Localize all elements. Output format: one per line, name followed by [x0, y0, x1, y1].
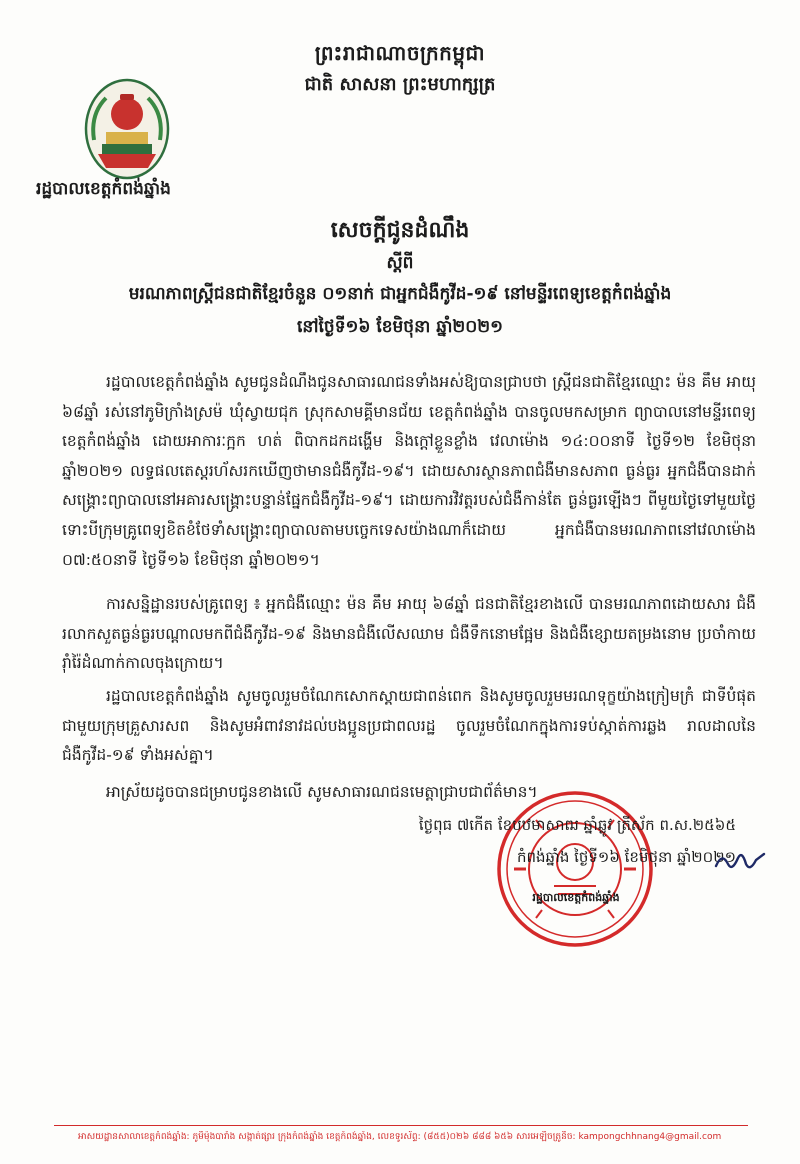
footer-address: អាសយដ្ឋានសាលាខេត្តកំពង់ឆ្នាំង: ភូមិម៉ុងបារាំង សង្កាត់ផ្សារ ក្រុងកំពង់ឆ្នាំង ខេត្តកំពង់ឆ្នាំង, លេខទូរស័ព្ទ: (៨៥៥)០២៦ ៨៨៨ ៦៥៦ សារអេឡិចត្រូនិច: kampongchhnang4@gmail.com — [78, 1132, 722, 1142]
seal-label: រដ្ឋបាលខេត្តកំពង់ឆ្នាំង — [532, 891, 620, 904]
document-subject-line-1: មរណភាពស្ត្រីជនជាតិខ្មែរចំនួន ០១នាក់ ជាអ្នកជំងឺកូវីដ-១៩ នៅមន្ទីរពេទ្យខេត្តកំពង់ឆ្នាំង — [128, 284, 672, 304]
kingdom-motto: ជាតិ សាសនា ព្រះមហាក្សត្រ — [304, 74, 496, 95]
lunar-date: ថ្ងៃពុធ ៧កើត ខែបឋមាសាឍ ឆ្នាំឆ្លូវ ត្រីស័ក ព.ស.២៥៦៥ — [418, 816, 736, 834]
document-subject-line-2: នៅថ្ងៃទី១៦ ខែមិថុនា ឆ្នាំ២០២១ — [296, 317, 504, 337]
body-paragraph-3: រដ្ឋបាលខេត្តកំពង់ឆ្នាំង សូមចូលរួមចំណែកសោកស្ដាយជាពន់ពេក និងសូមចូលរួមមរណទុក្ខយ៉ាងក្រៀមក្រំ ជាទីបំផុតជាមួយក្រុមគ្រួសារសព និងសូមអំពាវនាវដល់បងប្អូនប្រជាពលរដ្ឋ ចូលរួមចំណែកក្នុងការទប់ស្កាត់ការឆ្លង រាលដាលនៃជំងឺកូវីដ-១៩ ទាំងអស់គ្នា។ — [62, 687, 756, 765]
body-paragraph-1: រដ្ឋបាលខេត្តកំពង់ឆ្នាំង សូមជូនដំណឹងជូនសាធារណជនទាំងអស់ឱ្យបានជ្រាបថា ស្ត្រីជនជាតិខ្មែរឈ្មោះ ម៉ន គឹម អាយុ ៦៨ឆ្នាំ រស់នៅភូមិក្រាំងស្រម៉ ឃុំស្វាយជុក ស្រុកសាមគ្គីមានជ័យ ខេត្តកំពង់ឆ្នាំង បានចូលមកសម្រាក ព្យាបាលនៅមន្ទីរពេទ្យខេត្តកំពង់ឆ្នាំង ដោយអាការៈក្អក ហត់ ពិបាកដកដង្ហើម និងក្ដៅខ្លួនខ្លាំង វេលាម៉ោង ១៤:០០នាទី ថ្ងៃទី១២ ខែមិថុនា ឆ្នាំ២០២១ លទ្ធផលតេស្តរហ័សរកឃើញថាមានជំងឺកូវីដ-១៩។ ដោយសារស្ថានភាពជំងឺមានសភាព ធ្ងន់ធ្ងរ អ្នកជំងឺបានដាក់សង្គ្រោះព្យាបាលនៅអគារសង្គ្រោះបន្ទាន់ផ្នែកជំងឺកូវីដ-១៩។ ដោយការវិវត្តរបស់ជំងឺកាន់តែ ធ្ងន់ធ្ងរឡើងៗ ពីមួយថ្ងៃទៅមួយថ្ងៃ ទោះបីក្រុមគ្រូពេទ្យខិតខំថែទាំសង្គ្រោះព្យាបាលតាមបច្ចេកទេសយ៉ាងណាក៏ដោយ អ្នកជំងឺបានមរណភាពនៅវេលាម៉ោង ០៧:៥០នាទី ថ្ងៃទី១៦ ខែមិថុនា ឆ្នាំ២០២១។ — [62, 373, 756, 569]
kampong-chhnang-emblem-icon — [84, 78, 170, 180]
solar-date: កំពង់ឆ្នាំង ថ្ងៃទី១៦ ខែមិថុនា ឆ្នាំ២០២១ — [516, 848, 736, 866]
signature-icon — [712, 846, 768, 876]
document-title: សេចក្ដីជូនដំណឹង — [330, 218, 470, 243]
body-paragraph-4: អាស្រ័យដូចបានជម្រាបជូនខាងលើ សូមសាធារណជនមេត្តាជ្រាបជាព័ត៌មាន។ — [106, 783, 538, 801]
body-paragraph-2: ការសន្និដ្ឋានរបស់គ្រូពេទ្យ ៖ អ្នកជំងឺឈ្មោះ ម៉ន គឹម អាយុ ៦៨ឆ្នាំ ជនជាតិខ្មែរខាងលើ បានមរណភាពដោយសារ ជំងឺរលាកសួតធ្ងន់ធ្ងរបណ្ដាលមកពីជំងឺកូវីដ-១៩ និងមានជំងឺលើសឈាម ជំងឺទឹកនោមផ្អែម និងជំងឺខ្សោយតម្រងនោម ប្រចាំកាយរ៉ាំរ៉ៃដំណាក់កាលចុងក្រោយ។ — [62, 595, 756, 673]
footer-divider — [54, 1125, 748, 1126]
document-about: ស្ដីពី — [386, 253, 414, 273]
kingdom-title: ព្រះរាជាណាចក្រកម្ពុជា — [314, 41, 486, 65]
issuer-name: រដ្ឋបាលខេត្តកំពង់ឆ្នាំង — [36, 179, 171, 199]
